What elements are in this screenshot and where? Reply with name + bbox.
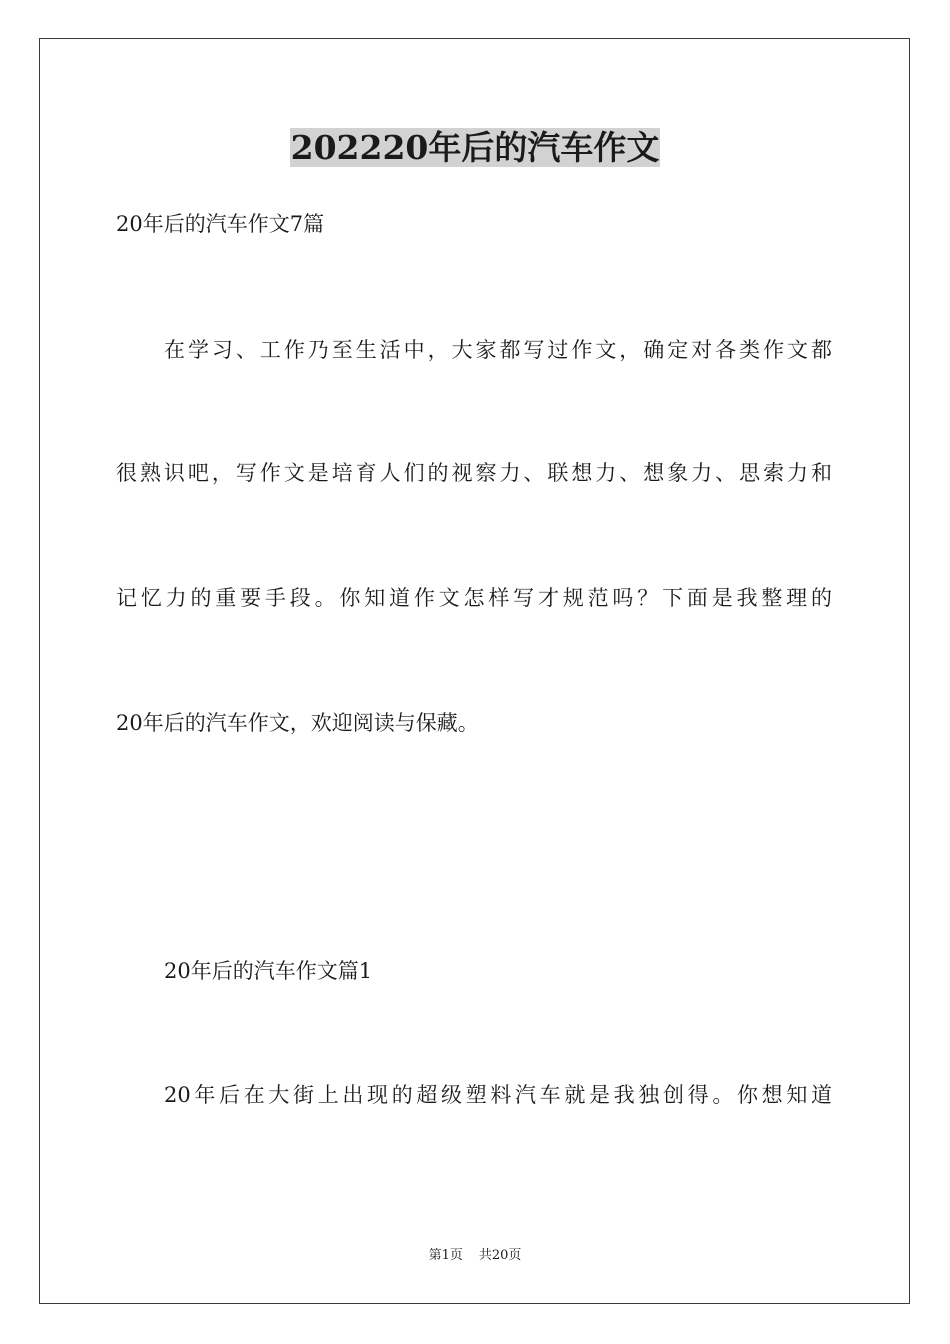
body-line-1: 20年后在大街上出现的超级塑料汽车就是我独创得。你想知道 [164, 1083, 832, 1107]
intro-line-3: 记忆力的重要手段。你知道作文怎样写才规范吗？下面是我整理的 [116, 586, 832, 610]
intro-line-2: 很熟识吧，写作文是培育人们的视察力、联想力、想象力、思索力和 [116, 461, 832, 485]
intro-line-4: 20年后的汽车作文，欢迎阅读与保藏。 [116, 711, 479, 735]
intro-line-1: 在学习、工作乃至生活中，大家都写过作文，确定对各类作文都 [164, 338, 832, 362]
document-title [0, 128, 950, 168]
document-subtitle: 20年后的汽车作文7篇 [116, 212, 325, 236]
section-heading: 20年后的汽车作文篇1 [164, 959, 373, 983]
page-number-total: 共20页 [478, 1248, 522, 1263]
page-number-current: 第1页 [428, 1248, 463, 1263]
document-title-text: 202220年后的汽车作文 [290, 128, 660, 167]
page-footer [0, 1247, 950, 1265]
